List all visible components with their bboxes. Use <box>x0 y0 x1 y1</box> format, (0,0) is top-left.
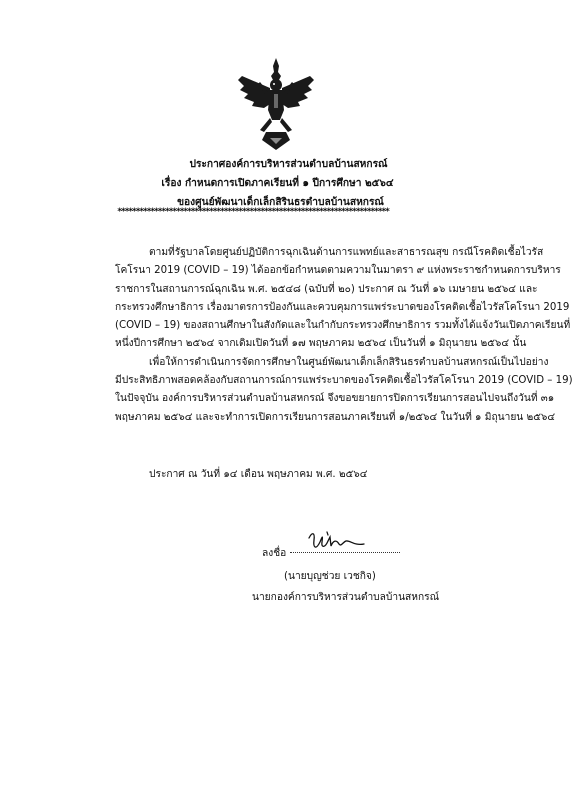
garuda-emblem-icon <box>238 58 314 150</box>
paragraph1-line: ราชการในสถานการณ์ฉุกเฉิน พ.ศ. ๒๕๔๘ (ฉบับที่ ๒๐) ประกาศ ณ วันที่ ๑๖ เมษายน ๒๕๖๔ และ <box>115 283 538 295</box>
paragraph1-line: (COVID – 19) ของสถานศึกษาในสังกัดและในกำกับกระทรวงศึกษาธิการ รวมทั้งได้แจ้งวันเปิดภาคเรียนที่ <box>115 320 571 332</box>
paragraph1-line: หนึ่งปีการศึกษา ๒๕๖๔ จากเดิมเปิดวันที่ ๑๗ พฤษภาคม ๒๕๖๔ เป็นวันที่ ๑ มิถุนายน ๒๕๖๔ นั้น <box>115 338 527 350</box>
paragraph1-line: กระทรวงศึกษาธิการ เรื่องมาตรการป้องกันและควบคุมการแพร่ระบาดของโรคติดเชื้อไวรัสโคโรนา 2019 <box>115 301 570 313</box>
paragraph2-line: มีประสิทธิภาพสอดคล้องกับสถานการณ์การแพร่ระบาดของโรคติดเชื้อไวรัสโคโรนา 2019 (COVID – 19) <box>115 375 573 387</box>
signer-position: นายกองค์การบริหารส่วนตำบลบ้านสหกรณ์ <box>252 592 440 603</box>
paragraph1-line: โคโรนา 2019 (COVID – 19) ได้ออกข้อกำหนดตามความในมาตรา ๙ แห่งพระราชกำหนดการบริหาร <box>115 265 561 277</box>
handwritten-signature <box>306 528 368 558</box>
announcement-title <box>0 155 547 212</box>
signer-name: (นายบุญช่วย เวชกิจ) <box>284 571 376 582</box>
signature-label: ลงชื่อ <box>262 548 287 559</box>
paragraph1-line: ตามที่รัฐบาลโดยศูนย์ปฏิบัติการฉุกเฉินด้านการแพทย์และสาธารณสุข กรณีโรคติดเชื้อไวรัส <box>149 247 544 258</box>
title-line-1: ประกาศองค์การบริหารส่วนตำบลบ้านสหกรณ์ <box>189 159 388 170</box>
title-line-3: ของศูนย์พัฒนาเด็กเล็กสิรินธรตำบลบ้านสหกรณ์ <box>177 197 384 208</box>
declaration-date: ประกาศ ณ วันที่ ๑๔ เดือน พฤษภาคม พ.ศ. ๒๕๖๔ <box>149 469 368 480</box>
announcement-body <box>115 244 573 427</box>
paragraph2-line: เพื่อให้การดำเนินการจัดการศึกษาในศูนย์พัฒนาเด็กเล็กสิรินธรตำบลบ้านสหกรณ์เป็นไปอย่าง <box>149 356 549 368</box>
title-line-2: เรื่อง กำหนดการเปิดภาคเรียนที่ ๑ ปีการศึกษา ๒๕๖๔ <box>161 178 394 189</box>
paragraph2-line: พฤษภาคม ๒๕๖๔ และจะทำการเปิดการเรียนการสอนภาคเรียนที่ ๑/๒๕๖๔ ในวันที่ ๑ มิถุนายน ๒๕๖๔ <box>115 411 556 423</box>
separator-line: ************************************************************************** <box>117 207 389 217</box>
paragraph2-line: ในปัจจุบัน องค์การบริหารส่วนตำบลบ้านสหกรณ์ จึงขอขยายการปิดการเรียนการสอนไปจนถึงวันที่ ๓๑ <box>115 393 555 405</box>
